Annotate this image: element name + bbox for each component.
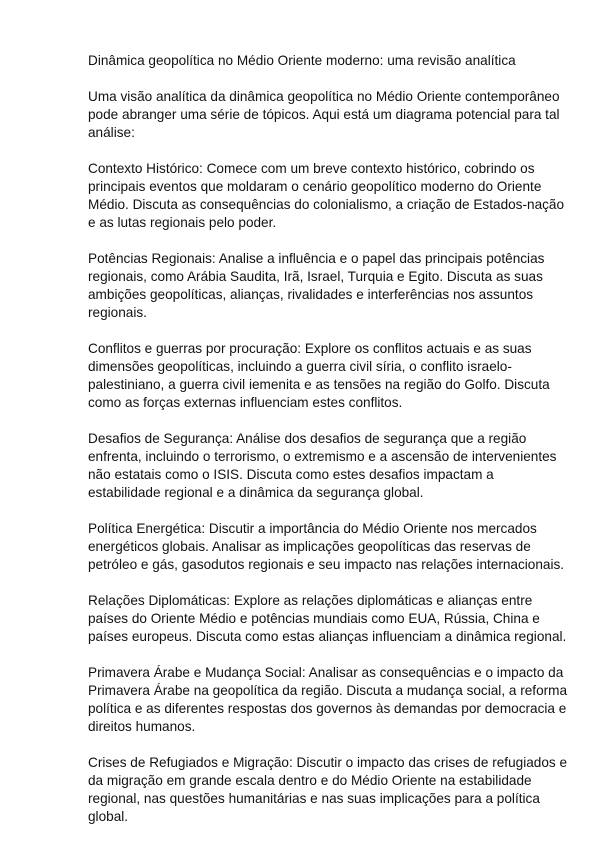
section-energy-policy: Política Energética: Discutir a importância do Médio Oriente nos mercados energéticos globais. Analisar as implicações geopolíticas das reservas de petróleo e gás, gasodutos regionais e seu impacto nas relações internacionais. xyxy=(88,521,565,572)
document-intro: Uma visão analítica da dinâmica geopolítica no Médio Oriente contemporâneo pode abranger uma série de tópicos. Aqui está um diagrama potencial para tal análise: xyxy=(88,89,560,140)
document-title: Dinâmica geopolítica no Médio Oriente moderno: uma revisão analítica xyxy=(88,53,516,68)
document-page xyxy=(88,52,568,844)
section-refugee-crises: Crises de Refugiados e Migração: Discutir o impacto das crises de refugiados e da migração em grande escala dentro e do Médio Oriente na estabilidade regional, nas questões humanitárias e nas suas implicações para a política global. xyxy=(88,755,568,824)
section-historical-context: Contexto Histórico: Comece com um breve contexto histórico, cobrindo os principais eventos que moldaram o cenário geopolítico moderno do Oriente Médio. Discuta as consequências do colonialismo, a criação de Estados-nação e as lutas regionais pelo poder. xyxy=(88,161,565,230)
section-security-challenges: Desafios de Segurança: Análise dos desafios de segurança que a região enfrenta, incluindo o terrorismo, o extremismo e a ascensão de intervenientes não estatais como o ISIS. Discuta como estes desafios impactam a estabilidade regional e a dinâmica da segurança global. xyxy=(88,431,557,500)
section-regional-powers: Potências Regionais: Analise a influência e o papel das principais potências regionais, como Arábia Saudita, Irã, Israel, Turquia e Egito. Discuta as suas ambições geopolíticas, alianças, rivalidades e interferências nos assuntos regionais. xyxy=(88,251,545,320)
section-arab-spring: Primavera Árabe e Mudança Social: Analisar as consequências e o impacto da Primavera Árabe na geopolítica da região. Discuta a mudança social, a reforma política e as diferentes respostas dos governos às demandas por democracia e direitos humanos. xyxy=(88,665,568,734)
section-proxy-conflicts: Conflitos e guerras por procuração: Explore os conflitos actuais e as suas dimensões geopolíticas, incluindo a guerra civil síria, o conflito israelo-palestiniano, a guerra civil iemenita e as tensões na região do Golfo. Discuta como as forças externas influenciam estes conflitos. xyxy=(88,341,550,410)
section-diplomatic-relations: Relações Diplomáticas: Explore as relações diplomáticas e alianças entre países do Oriente Médio e potências mundiais como EUA, Rússia, China e países europeus. Discuta como estas alianças influenciam a dinâmica regional. xyxy=(88,593,567,644)
